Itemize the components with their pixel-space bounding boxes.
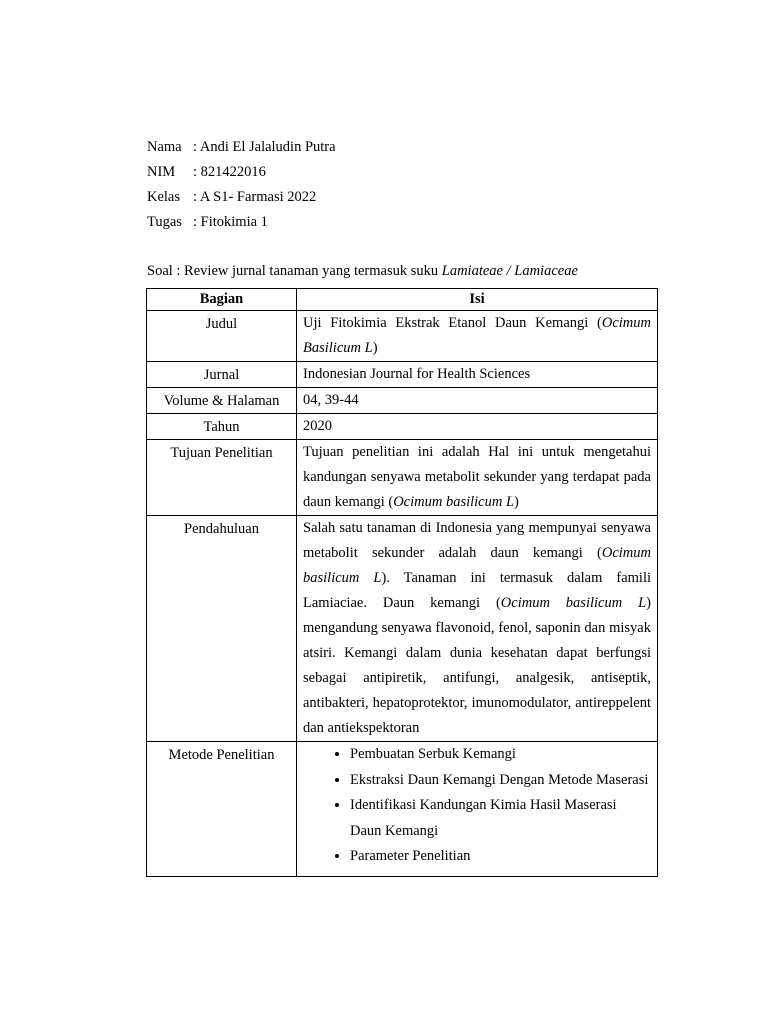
jurnal-value: Indonesian Journal for Health Sciences xyxy=(297,362,658,388)
metode-value xyxy=(297,742,658,877)
metode-list xyxy=(303,742,651,870)
list-item: • Pembuatan Serbuk Kemangi xyxy=(350,742,651,768)
pendahuluan-label: Pendahuluan xyxy=(147,516,297,742)
tujuan-label: Tujuan Penelitian xyxy=(147,440,297,516)
nim-row xyxy=(147,162,336,187)
volume-label: Volume & Halaman xyxy=(147,388,297,414)
table-row-pendahuluan xyxy=(147,516,658,742)
review-table xyxy=(146,288,658,877)
pendahuluan-value xyxy=(297,516,658,742)
tujuan-species: Ocimum basilicum L xyxy=(393,494,515,510)
table-header-row xyxy=(147,289,658,311)
question-line xyxy=(147,261,578,281)
question-family: Lamiateae / Lamiaceae xyxy=(441,263,578,279)
table-row-metode xyxy=(147,742,658,877)
tahun-label: Tahun xyxy=(147,414,297,440)
student-info xyxy=(147,137,336,237)
class-value: : A S1- Farmasi 2022 xyxy=(193,189,317,205)
tujuan-text: Tujuan penelitian ini adalah Hal ini untuk mengetahui kandungan senyawa metabolit sekunder yang terdapat pada daun kemangi ( xyxy=(303,444,651,510)
table-row-tujuan xyxy=(147,440,658,516)
assignment-value: : Fitokimia 1 xyxy=(193,214,268,230)
judul-species: Ocimum Basilicum L xyxy=(303,315,651,356)
list-item: • Ekstraksi Daun Kemangi Dengan Metode Maserasi xyxy=(350,768,651,794)
class-label: Kelas xyxy=(147,189,181,205)
nim-label: NIM xyxy=(147,164,176,180)
tahun-value: 2020 xyxy=(297,414,658,440)
name-value: : Andi El Jalaludin Putra xyxy=(193,139,336,155)
list-item: • Identifikasi Kandungan Kimia Hasil Maserasi Daun Kemangi xyxy=(350,793,651,844)
judul-value xyxy=(297,311,658,362)
assignment-row xyxy=(147,212,336,237)
table-row-tahun xyxy=(147,414,658,440)
nim-value: : 821422016 xyxy=(193,164,266,180)
volume-value: 04, 39-44 xyxy=(297,388,658,414)
pendahuluan-text-3: ) mengandung senyawa flavonoid, fenol, saponin dan misyak atsiri. Kemangi dalam dunia kesehatan dapat berfungsi sebagai antipiretik, antifungi, analgesik, antiseptik, antibakteri, hepatoprotektor, imunomodulator, antireppelent dan antiekspektoran xyxy=(303,595,651,736)
assignment-label: Tugas xyxy=(147,214,182,230)
jurnal-label: Jurnal xyxy=(147,362,297,388)
table-row-jurnal xyxy=(147,362,658,388)
tujuan-value xyxy=(297,440,658,516)
table-row-judul xyxy=(147,311,658,362)
name-row xyxy=(147,137,336,162)
pendahuluan-text-2: ). Tanaman ini termasuk dalam famili Lamiaciae. Daun kemangi ( xyxy=(303,570,651,611)
judul-close: ) xyxy=(372,340,378,356)
tujuan-close: ) xyxy=(514,494,519,510)
judul-label: Judul xyxy=(147,311,297,362)
header-isi: Isi xyxy=(297,289,658,311)
name-label: Nama xyxy=(147,139,182,155)
metode-label: Metode Penelitian xyxy=(147,742,297,877)
pendahuluan-species-2: Ocimum basilicum L xyxy=(500,595,647,611)
header-bagian: Bagian xyxy=(147,289,297,311)
question-text: Soal : Review jurnal tanaman yang termasuk suku xyxy=(147,263,442,279)
pendahuluan-text-1: Salah satu tanaman di Indonesia yang mempunyai senyawa metabolit sekunder adalah daun kemangi ( xyxy=(303,520,651,561)
list-item: • Parameter Penelitian xyxy=(350,844,651,870)
pendahuluan-species-1: Ocimum basilicum L xyxy=(303,545,651,586)
table-row-volume xyxy=(147,388,658,414)
judul-text: Uji Fitokimia Ekstrak Etanol Daun Kemangi ( xyxy=(303,315,602,331)
class-row xyxy=(147,187,336,212)
